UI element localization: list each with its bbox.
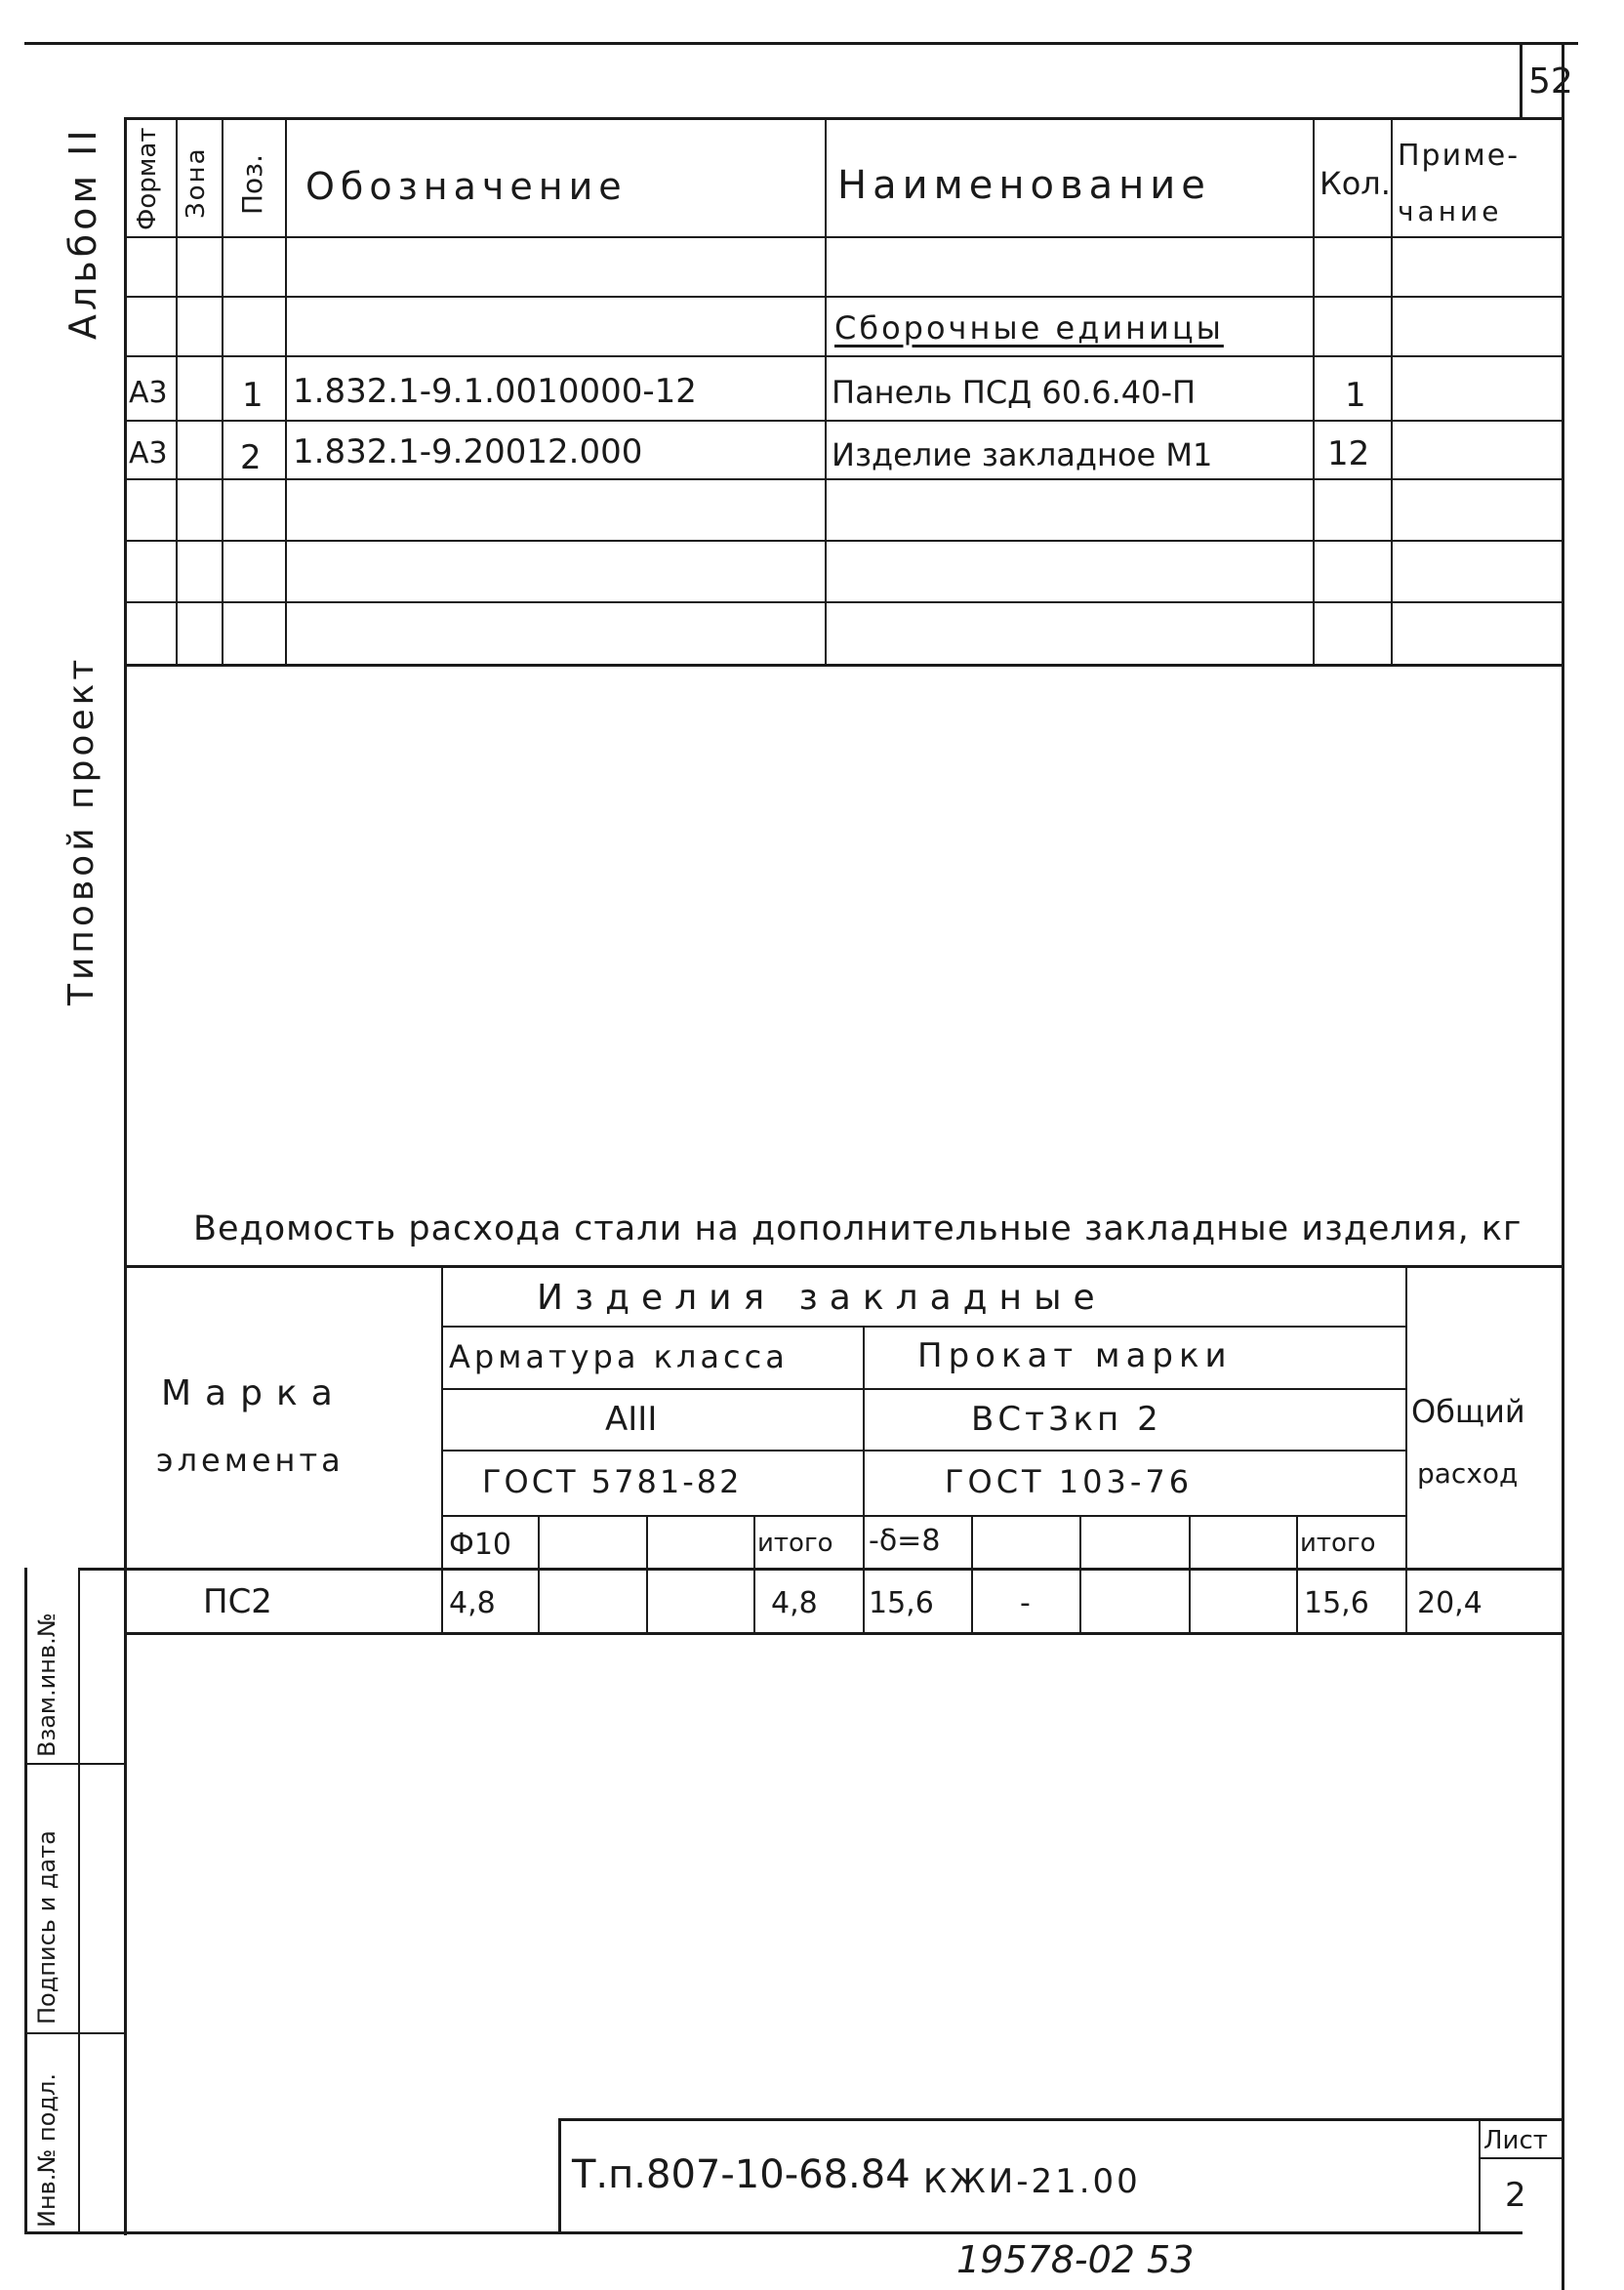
top-border: [24, 42, 1578, 45]
row2-qty: 12: [1327, 434, 1370, 473]
row-value-5: 15,6: [869, 1586, 934, 1620]
row2-pos: 2: [240, 438, 262, 477]
row-value-9: 15,6: [1304, 1586, 1369, 1620]
header-format: Формат: [133, 127, 162, 230]
rebar-class: АIII: [605, 1400, 658, 1439]
title-code: Т.п.807-10-68.84: [572, 2152, 911, 2197]
rolled-gost: ГОСТ 103-76: [945, 1463, 1194, 1500]
header-zone: Зона: [182, 146, 211, 219]
header-note-1: Приме-: [1398, 139, 1521, 173]
sub-header-5: -δ=8: [869, 1524, 941, 1558]
album-label: Альбом II: [61, 126, 104, 340]
footer-number: 19578-02 53: [956, 2238, 1195, 2281]
mark-label-1: Марка: [161, 1373, 346, 1413]
row2-designation: 1.832.1-9.20012.000: [293, 432, 643, 471]
section-title: Сборочные единицы: [834, 309, 1224, 347]
rebar-gost: ГОСТ 5781-82: [482, 1463, 743, 1500]
rolled-header: Прокат марки: [917, 1336, 1233, 1375]
sheet-number: 2: [1505, 2176, 1526, 2215]
header-name: Наименование: [837, 163, 1211, 208]
title-doc: КЖИ-21.00: [923, 2162, 1141, 2201]
stamp-inv-orig: Инв.№ подл.: [33, 2073, 61, 2228]
header-note-2: чание: [1398, 195, 1503, 227]
total-label-2: расход: [1417, 1457, 1519, 1490]
header-designation: Обозначение: [305, 165, 628, 208]
row-value-1: 4,8: [449, 1586, 496, 1620]
mark-label-2: элемента: [156, 1442, 345, 1479]
row1-qty: 1: [1345, 376, 1366, 415]
row1-format: А3: [129, 376, 168, 410]
stamp-signature-date: Подпись и дата: [33, 1830, 61, 2024]
row2-name: Изделие закладное М1: [832, 436, 1213, 473]
row1-designation: 1.832.1-9.1.0010000-12: [293, 372, 697, 411]
sub-header-1: Ф10: [449, 1528, 511, 1562]
total-label-1: Общий: [1411, 1393, 1525, 1430]
sheet-label: Лист: [1483, 2126, 1548, 2155]
group-header: Изделия закладные: [537, 1278, 1107, 1318]
row2-format: А3: [129, 436, 168, 470]
row-value-4: 4,8: [771, 1586, 818, 1620]
row-value-6: -: [1020, 1586, 1031, 1620]
frame-bottom: [124, 2231, 1522, 2234]
sub-header-4: итого: [757, 1529, 833, 1558]
page-number: 52: [1528, 61, 1573, 102]
header-qty: Кол.: [1320, 165, 1391, 202]
project-label: Типовой проект: [61, 655, 102, 1005]
rebar-header: Арматура класса: [449, 1338, 789, 1375]
row-mark: ПС2: [203, 1582, 272, 1621]
stamp-replace-inv: Взам.инв.№: [33, 1613, 61, 1757]
header-pos: Поз.: [236, 154, 268, 215]
steel-title: Ведомость расхода стали на дополнительные закладные изделия, кг: [193, 1209, 1522, 1248]
rolled-grade: ВСт3кп 2: [971, 1400, 1162, 1439]
row1-name: Панель ПСД 60.6.40-П: [832, 374, 1197, 411]
row-total: 20,4: [1417, 1586, 1482, 1620]
frame-left: [124, 117, 127, 2235]
frame-right: [1562, 45, 1564, 2290]
row1-pos: 1: [242, 376, 264, 415]
sub-header-9: итого: [1300, 1529, 1376, 1558]
